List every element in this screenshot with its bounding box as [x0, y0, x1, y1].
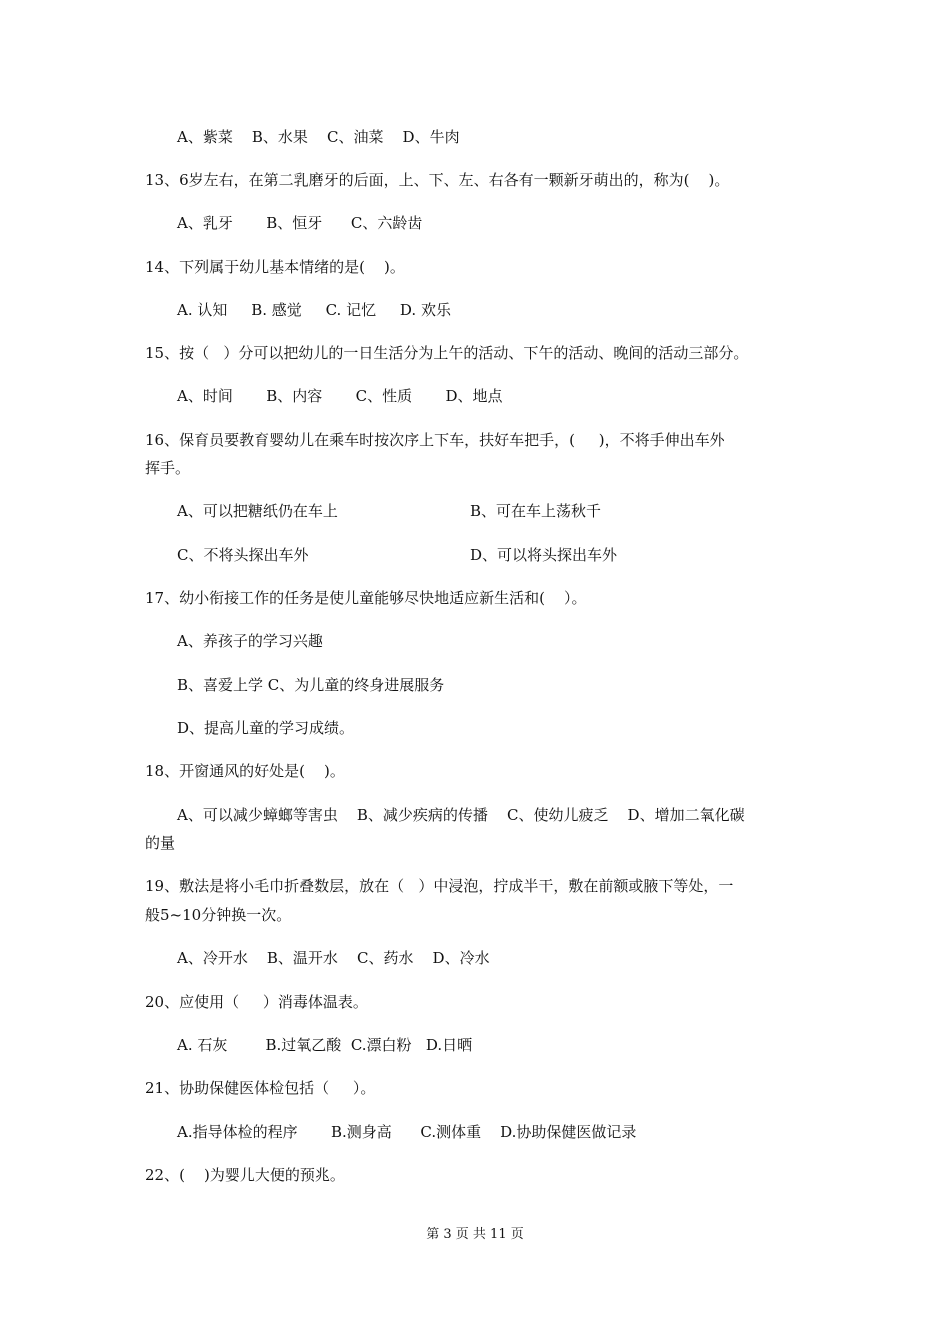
q16-option-b: B、可在车上荡秋千 [470, 502, 602, 520]
q14-options: A. 认知 B. 感觉 C. 记忆 D. 欢乐 [177, 301, 451, 319]
q19-stem-line1: 19、敷法是将小毛巾折叠数层，放在（ ）中浸泡，拧成半干，敷在前额或腋下等处，一 [145, 877, 734, 895]
page-footer: 第 3 页 共 11 页 [426, 1227, 524, 1242]
q19-stem-line2: 般5~10分钟换一次。 [145, 906, 292, 924]
q12-options: A、紫菜 B、水果 C、油菜 D、牛肉 [177, 128, 460, 146]
q17-option-d: D、提高儿童的学习成绩。 [177, 719, 355, 737]
q18-options-line1: A、可以减少蟑螂等害虫 B、减少疾病的传播 C、使幼儿疲乏 D、增加二氧化碳 [177, 806, 745, 824]
q17-option-a: A、养孩子的学习兴趣 [177, 632, 323, 650]
q22-stem: 22、( )为婴儿大便的预兆。 [145, 1166, 345, 1184]
q21-stem: 21、协助保健医体检包括（ ）。 [145, 1079, 376, 1097]
q16-stem-line1: 16、保育员要教育婴幼儿在乘车时按次序上下车，扶好车把手，( )，不将手伸出车外 [145, 431, 725, 449]
q18-stem: 18、开窗通风的好处是( )。 [145, 762, 345, 780]
q13-options: A、乳牙 B、恒牙 C、六龄齿 [177, 214, 423, 232]
q21-options: A.指导体检的程序 B.测身高 C.测体重 D.协助保健医做记录 [177, 1123, 637, 1141]
q17-stem: 17、幼小衔接工作的任务是使儿童能够尽快地适应新生活和( ）。 [145, 589, 587, 607]
q16-stem-line2: 挥手。 [145, 459, 191, 477]
q15-options: A、时间 B、内容 C、性质 D、地点 [177, 387, 503, 405]
q16-option-a: A、可以把糖纸仍在车上 [177, 502, 338, 520]
q20-stem: 20、应使用（ ）消毒体温表。 [145, 993, 368, 1011]
q18-options-line2: 的量 [145, 834, 176, 852]
q15-stem: 15、按（ ）分可以把幼儿的一日生活分为上午的活动、下午的活动、晚间的活动三部分。 [145, 344, 749, 362]
q20-options: A. 石灰 B.过氧乙酸 C.漂白粉 D.日晒 [177, 1036, 473, 1054]
q17-option-bc: B、喜爱上学 C、为儿童的终身进展服务 [177, 676, 445, 694]
q16-option-c: C、不将头探出车外 [177, 546, 309, 564]
q19-options: A、冷开水 B、温开水 C、药水 D、冷水 [177, 949, 490, 967]
q13-stem: 13、6岁左右，在第二乳磨牙的后面，上、下、左、右各有一颗新牙萌出的，称为( )。 [145, 171, 730, 189]
q16-option-d: D、可以将头探出车外 [470, 546, 618, 564]
q14-stem: 14、下列属于幼儿基本情绪的是( )。 [145, 258, 405, 276]
